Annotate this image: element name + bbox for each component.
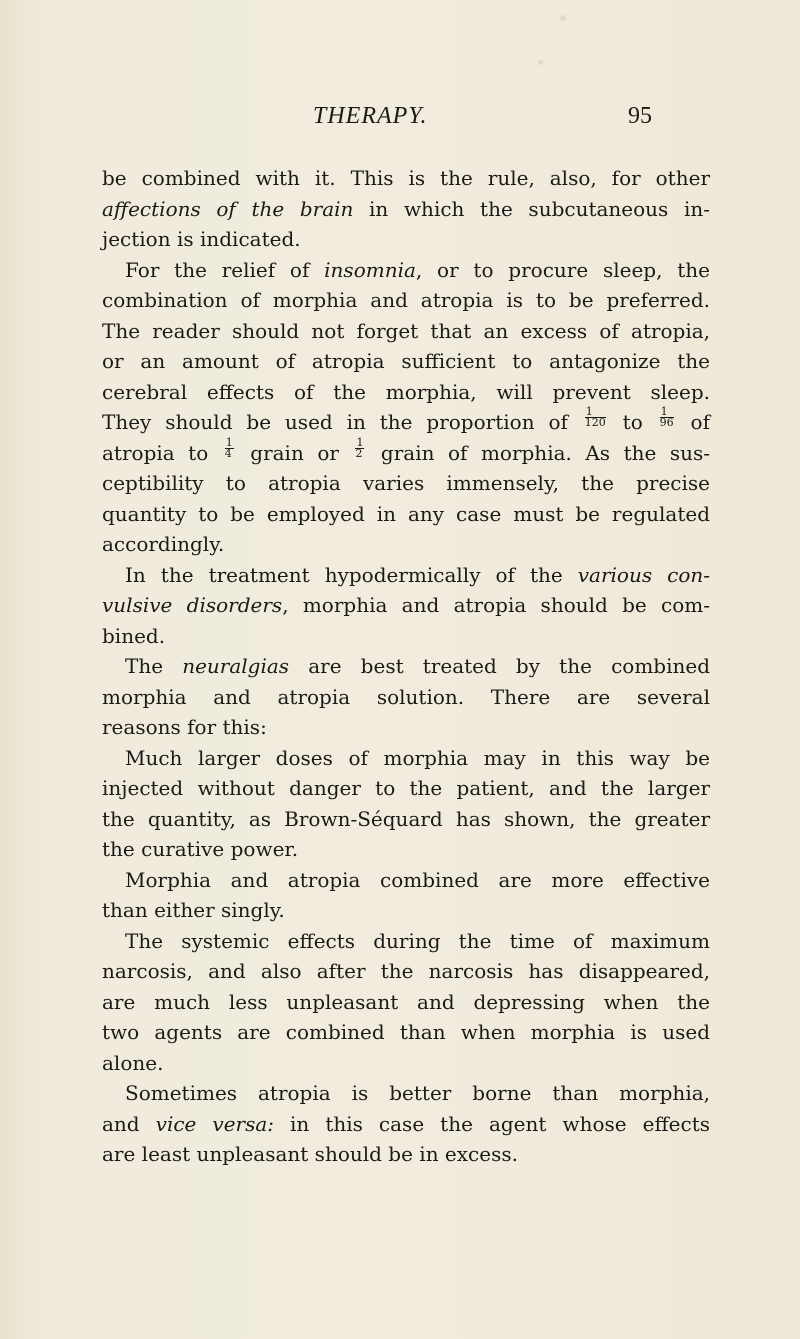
text-line: atropia to $\frac{1}{4}$ grain or $\frac{1}{2}$ grain of morphia. As the sus-	[102, 435, 710, 465]
emphasis: vulsive disorders	[102, 593, 283, 617]
running-head: THERAPY.	[313, 103, 428, 129]
text-line: alone.	[102, 1050, 164, 1075]
page-number: 95	[628, 103, 652, 129]
text-line: the quantity, as Brown-Séquard has shown, the greater	[102, 806, 710, 831]
emphasis: insomnia	[324, 257, 416, 282]
text-line: The neuralgias are best treated by the combined	[125, 654, 710, 678]
body-text	[102, 163, 710, 1170]
text-line: The reader should not forget that an excess of atropia,	[102, 318, 710, 343]
text-line: Morphia and atropia combined are more effective	[125, 867, 710, 892]
fraction: $\frac{1}{2}$	[355, 435, 364, 460]
text-line: They should be used in the proportion of $\frac{1}{120}$ to $\frac{1}{96}$ of	[102, 405, 710, 434]
text-line: In the treatment hypodermically of the various con-	[125, 562, 710, 587]
text-line: The systemic effects during the time of maximum	[125, 928, 710, 953]
text-line: morphia and atropia solution. There are several	[102, 684, 710, 709]
fraction: $\frac{1}{4}$	[224, 435, 233, 460]
text-line: or an amount of atropia sufficient to antagonize the	[102, 349, 710, 373]
text-line: be combined with it. This is the rule, also, for other	[102, 166, 710, 190]
text-line: are least unpleasant should be in excess.	[102, 1142, 518, 1166]
emphasis: affections of the brain	[102, 196, 354, 221]
paper-speck	[560, 15, 566, 21]
text-line: ceptibility to atropia varies immensely, the precise	[102, 471, 710, 495]
text-line: bined.	[102, 623, 166, 648]
text-line: affections of the brain in which the subcutaneous in-	[102, 196, 710, 221]
paper-speck	[538, 60, 543, 65]
emphasis: neuralgias	[182, 654, 290, 678]
text-line: Sometimes atropia is better borne than morphia,	[125, 1081, 710, 1105]
text-line: the curative power.	[102, 837, 299, 861]
text-line: vulsive disorders, morphia and atropia should be com-	[102, 593, 710, 617]
text-line: reasons for this:	[102, 715, 267, 739]
page-header	[0, 103, 800, 143]
text-line: two agents are combined than when morphia is used	[102, 1020, 710, 1044]
text-line: injected without danger to the patient, and the larger	[102, 776, 710, 800]
text-line: For the relief of insomnia, or to procure sleep, the	[125, 257, 710, 282]
text-line: narcosis, and also after the narcosis has disappeared,	[102, 959, 710, 983]
text-line: jection is indicated.	[102, 227, 301, 251]
emphasis: vice versa:	[155, 1111, 275, 1136]
text-line: Much larger doses of morphia may in this way be	[125, 745, 710, 770]
fraction: $\frac{1}{96}$	[659, 405, 674, 429]
text-line: cerebral effects of the morphia, will prevent sleep.	[102, 379, 710, 404]
fraction: $\frac{1}{120}$	[584, 405, 606, 429]
text-line: combination of morphia and atropia is to be preferred.	[102, 288, 710, 312]
text-line: than either singly.	[102, 898, 285, 922]
emphasis: various con-	[577, 562, 710, 587]
text-line: and vice versa: in this case the agent whose effects	[102, 1111, 710, 1136]
text-line: quantity to be employed in any case must be regulated	[102, 501, 710, 526]
text-line: are much less unpleasant and depressing when the	[102, 989, 710, 1014]
text-line: accordingly.	[102, 532, 225, 556]
